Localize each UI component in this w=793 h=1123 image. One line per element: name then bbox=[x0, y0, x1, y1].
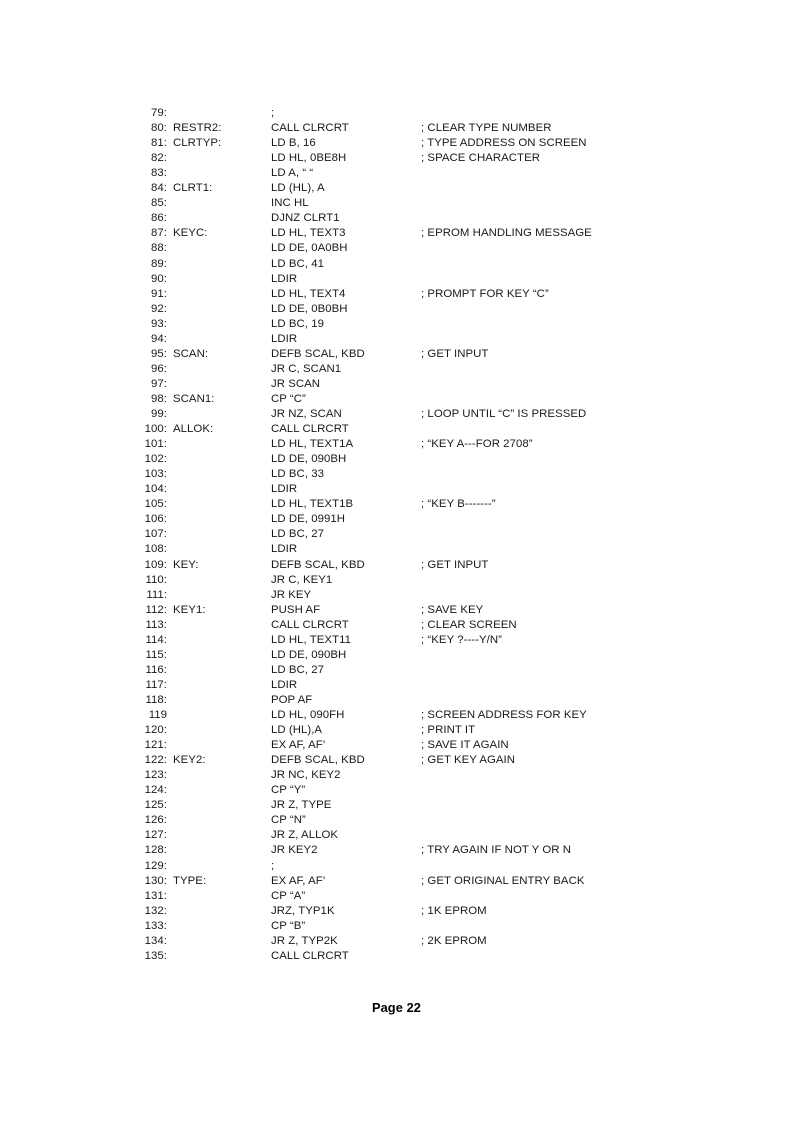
code-line-instruction: LD HL, 0BE8H bbox=[271, 152, 347, 165]
code-line-instruction: DEFB SCAL, KBD bbox=[271, 754, 365, 767]
code-line-label: SCAN1: bbox=[173, 392, 215, 405]
code-line-number: 91: bbox=[151, 287, 167, 300]
code-line-number: 126: bbox=[144, 814, 167, 827]
code-line-comment: ; GET INPUT bbox=[421, 558, 489, 571]
code-line-comment: ; PRINT IT bbox=[421, 724, 476, 737]
code-line-instruction: DEFB SCAL, KBD bbox=[271, 347, 365, 360]
code-line-number: 135: bbox=[144, 949, 167, 962]
code-line-number: 100: bbox=[144, 423, 167, 436]
code-line-comment: ; SCREEN ADDRESS FOR KEY bbox=[421, 709, 587, 721]
code-line-label: KEY: bbox=[173, 558, 199, 571]
code-line-comment: ; EPROM HANDLING MESSAGE bbox=[421, 227, 592, 240]
code-line-instruction: INC HL bbox=[271, 197, 309, 210]
code-line-number: 90: bbox=[151, 272, 167, 285]
code-line-number: 93: bbox=[151, 317, 167, 330]
code-line-instruction: LD DE, 090BH bbox=[271, 648, 347, 661]
code-line-number: 131: bbox=[144, 889, 167, 902]
code-line-number: 115: bbox=[145, 648, 167, 661]
code-line-number: 118: bbox=[145, 693, 167, 706]
code-line-label: KEYC: bbox=[173, 227, 208, 240]
code-line-instruction: LD BC, 41 bbox=[271, 257, 324, 270]
code-line-number: 130: bbox=[144, 874, 167, 887]
code-line-number: 129: bbox=[144, 859, 167, 872]
code-line-instruction: JR Z, TYPE bbox=[271, 799, 332, 812]
code-line-instruction: PUSH AF bbox=[271, 603, 321, 616]
code-line-instruction: LD BC, 19 bbox=[271, 317, 324, 330]
code-line-comment: ; GET KEY AGAIN bbox=[421, 754, 516, 767]
code-line-instruction: LD HL, 090FH bbox=[271, 709, 345, 721]
code-line-number: 95: bbox=[151, 347, 167, 360]
code-line-instruction: LD DE, 0B0BH bbox=[271, 302, 348, 315]
code-line-number: 87: bbox=[151, 227, 167, 240]
code-line-instruction: LD HL, TEXT4 bbox=[271, 287, 346, 300]
code-line-number: 106: bbox=[144, 513, 167, 526]
code-line-number: 128: bbox=[144, 844, 167, 857]
code-line-comment: ; SAVE IT AGAIN bbox=[421, 739, 509, 752]
code-line-label: SCAN: bbox=[173, 347, 209, 360]
code-line-instruction: LD HL, TEXT11 bbox=[271, 633, 351, 646]
code-line-instruction: POP AF bbox=[271, 693, 313, 706]
code-line-number: 133: bbox=[144, 919, 167, 932]
code-line-number: 99: bbox=[151, 408, 167, 420]
code-line-number: 101: bbox=[144, 438, 167, 451]
code-line-instruction: JR Z, TYP2K bbox=[271, 934, 338, 947]
code-line-number: 132: bbox=[144, 904, 167, 917]
code-line-instruction: JR NC, KEY2 bbox=[271, 769, 341, 782]
code-line-label: CLRTYP: bbox=[173, 137, 222, 150]
code-line-instruction: LD HL, TEXT1A bbox=[271, 438, 354, 451]
code-line-number: 103: bbox=[144, 468, 167, 481]
code-line-number: 107: bbox=[144, 528, 167, 541]
code-line-number: 117: bbox=[145, 678, 167, 691]
code-line-instruction: EX AF, AF’ bbox=[271, 739, 326, 752]
code-line-instruction: DEFB SCAL, KBD bbox=[271, 558, 365, 571]
code-line-label: KEY2: bbox=[173, 754, 206, 767]
code-line-instruction: LD A, “ “ bbox=[271, 167, 314, 180]
code-line-number: 84: bbox=[151, 182, 167, 195]
code-line-number: 94: bbox=[151, 332, 167, 345]
code-line-number: 110: bbox=[145, 573, 167, 586]
code-line-number: 86: bbox=[151, 212, 167, 225]
code-line-instruction: CALL CLRCRT bbox=[271, 949, 349, 962]
code-line-instruction: JR Z, ALLOK bbox=[271, 829, 339, 842]
code-line-number: 85: bbox=[151, 197, 167, 210]
code-line-number: 96: bbox=[151, 362, 167, 375]
code-line-instruction: CP “C” bbox=[271, 392, 306, 405]
page-number-footer: Page 22 bbox=[371, 1000, 422, 1015]
code-line-instruction: JR NZ, SCAN bbox=[271, 408, 342, 420]
code-line-instruction: LD BC, 33 bbox=[271, 468, 324, 481]
code-line-number: 123: bbox=[144, 769, 167, 782]
code-line-instruction: CALL CLRCRT bbox=[271, 618, 349, 631]
code-line-comment: ; SAVE KEY bbox=[421, 603, 484, 616]
code-line-comment: ; 1K EPROM bbox=[421, 904, 487, 917]
code-line-comment: ; “KEY A---FOR 2708” bbox=[421, 438, 533, 451]
code-line-number: 104: bbox=[144, 483, 167, 496]
code-line-instruction: CP “A” bbox=[271, 889, 306, 902]
code-line-instruction: LD DE, 090BH bbox=[271, 453, 347, 466]
code-line-instruction: LD HL, TEXT3 bbox=[271, 227, 346, 240]
code-line-instruction: LD (HL),A bbox=[271, 724, 323, 737]
code-line-instruction: JR KEY2 bbox=[271, 844, 318, 857]
code-line-comment: ; “KEY B-------” bbox=[421, 498, 496, 511]
code-line-number: 92: bbox=[151, 302, 167, 315]
code-line-number: 102: bbox=[144, 453, 167, 466]
code-line-instruction: LDIR bbox=[271, 332, 298, 345]
code-line-number: 98: bbox=[151, 392, 167, 405]
code-line-instruction: LD HL, TEXT1B bbox=[271, 498, 354, 511]
code-line-comment: ; 2K EPROM bbox=[421, 934, 487, 947]
code-line-number: 89: bbox=[151, 257, 167, 270]
code-line-number: 114: bbox=[145, 633, 167, 646]
code-line-number: 120: bbox=[144, 724, 167, 737]
code-line-number: 83: bbox=[151, 167, 167, 180]
code-line-instruction: LDIR bbox=[271, 678, 298, 691]
code-line-instruction: CALL CLRCRT bbox=[271, 423, 349, 436]
code-line-instruction: LDIR bbox=[271, 272, 298, 285]
code-line-label: TYPE: bbox=[173, 874, 207, 887]
code-line-instruction: LD BC, 27 bbox=[271, 663, 324, 676]
code-line-number: 125: bbox=[144, 799, 167, 812]
code-line-instruction: LD DE, 0991H bbox=[271, 513, 346, 526]
code-line-instruction: JR SCAN bbox=[271, 377, 321, 390]
code-line-comment: ; CLEAR SCREEN bbox=[421, 618, 517, 631]
code-line-number: 111: bbox=[146, 588, 167, 601]
code-line-number: 121: bbox=[144, 739, 167, 752]
code-line-label: CLRT1: bbox=[173, 182, 213, 195]
code-line-number: 113: bbox=[145, 618, 167, 631]
code-line-number: 82: bbox=[151, 152, 167, 165]
code-line-comment: ; SPACE CHARACTER bbox=[421, 152, 540, 165]
code-line-number: 109: bbox=[144, 558, 167, 571]
code-line-instruction: CP “N” bbox=[271, 814, 306, 827]
code-line-number: 127: bbox=[144, 829, 167, 842]
code-line-number: 105: bbox=[144, 498, 167, 511]
code-line-instruction: ; bbox=[271, 107, 275, 119]
code-line-comment: ; TRY AGAIN IF NOT Y OR N bbox=[421, 844, 572, 857]
code-line-number: 88: bbox=[151, 242, 167, 255]
code-line-number: 134: bbox=[144, 934, 167, 947]
code-line-comment: ; TYPE ADDRESS ON SCREEN bbox=[421, 137, 587, 150]
code-line-number: 119 bbox=[148, 709, 167, 721]
code-line-instruction: JR C, KEY1 bbox=[271, 573, 333, 586]
code-line-instruction: LD BC, 27 bbox=[271, 528, 324, 541]
code-line-number: 124: bbox=[144, 784, 167, 797]
code-line-number: 122: bbox=[144, 754, 167, 767]
code-line-comment: ; “KEY ?----Y/N” bbox=[421, 633, 502, 646]
code-line-number: 112: bbox=[145, 603, 167, 616]
code-line-instruction: LD DE, 0A0BH bbox=[271, 242, 348, 255]
code-line-number: 80: bbox=[151, 122, 167, 135]
code-line-instruction: ; bbox=[271, 859, 275, 872]
code-line-instruction: JR C, SCAN1 bbox=[271, 362, 342, 375]
code-line-comment: ; GET ORIGINAL ENTRY BACK bbox=[421, 874, 585, 887]
code-line-instruction: EX AF, AF’ bbox=[271, 874, 326, 887]
code-line-number: 79: bbox=[151, 107, 167, 119]
code-line-comment: ; LOOP UNTIL “C” IS PRESSED bbox=[421, 408, 587, 420]
code-line-comment: ; PROMPT FOR KEY “C” bbox=[421, 287, 549, 300]
code-line-instruction: LDIR bbox=[271, 543, 298, 556]
code-line-comment: ; GET INPUT bbox=[421, 347, 489, 360]
code-line-instruction: LDIR bbox=[271, 483, 298, 496]
code-line-instruction: CP “B” bbox=[271, 919, 306, 932]
code-line-number: 116: bbox=[145, 663, 167, 676]
code-line-instruction: CP “Y” bbox=[271, 784, 306, 797]
code-line-instruction: JRZ, TYP1K bbox=[271, 904, 335, 917]
code-line-label: RESTR2: bbox=[173, 122, 222, 135]
code-line-instruction: DJNZ CLRT1 bbox=[271, 212, 340, 225]
code-line-comment: ; CLEAR TYPE NUMBER bbox=[421, 122, 552, 135]
code-line-instruction: LD (HL), A bbox=[271, 182, 325, 195]
code-line-instruction: CALL CLRCRT bbox=[271, 122, 349, 135]
code-line-label: ALLOK: bbox=[173, 423, 214, 436]
code-line-instruction: LD B, 16 bbox=[271, 137, 316, 150]
code-line-label: KEY1: bbox=[173, 603, 206, 616]
code-line-number: 97: bbox=[151, 377, 167, 390]
code-line-instruction: JR KEY bbox=[271, 588, 312, 601]
code-line-number: 81: bbox=[151, 137, 167, 150]
code-line-number: 108: bbox=[144, 543, 167, 556]
